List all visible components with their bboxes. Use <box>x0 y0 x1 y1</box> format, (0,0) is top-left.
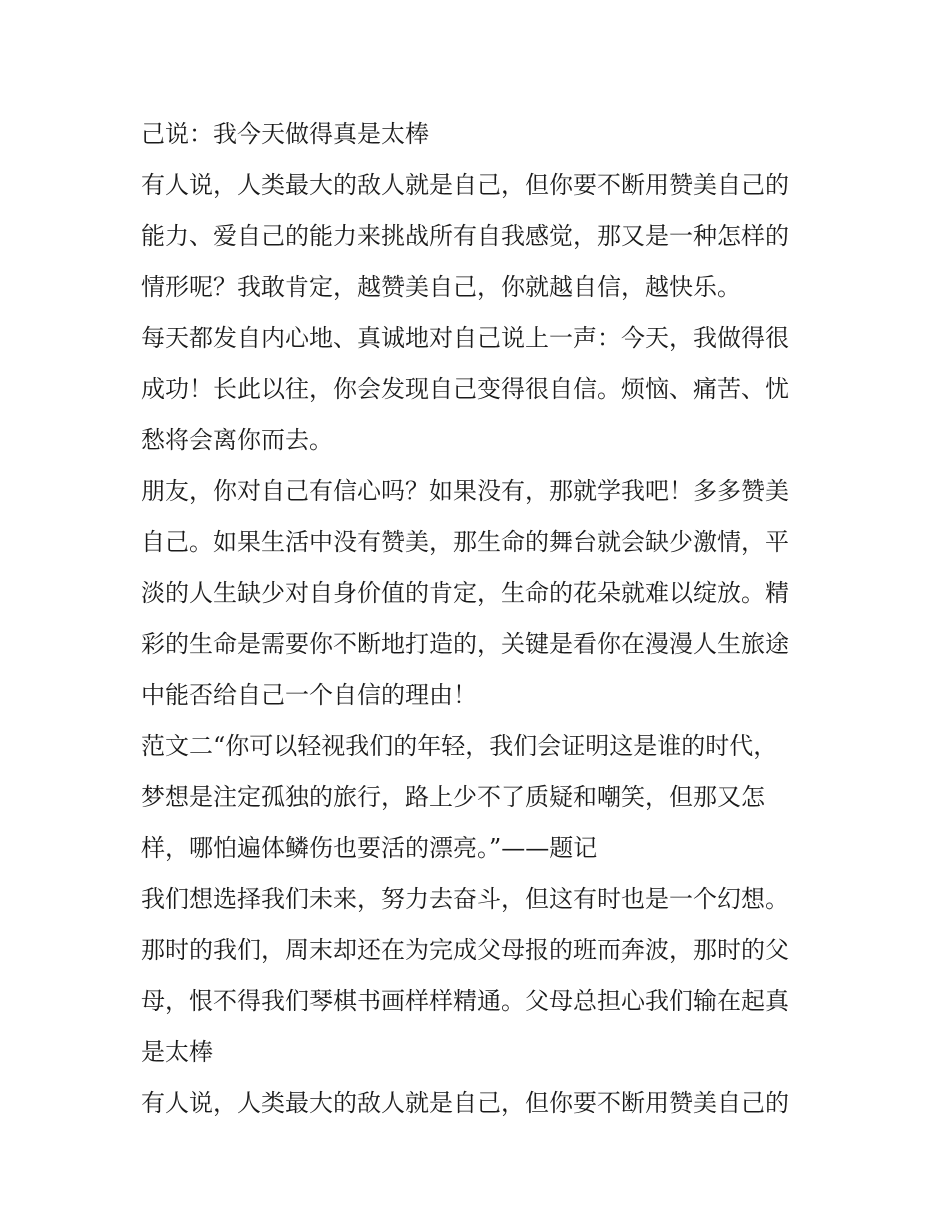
text-line: 己说：我今天做得真是太棒 <box>141 120 429 148</box>
text-line: 淡的人生缺少对自身价值的肯定，生命的花朵就难以绽放。精 <box>141 579 789 607</box>
text-line: 成功！长此以往，你会发现自己变得很自信。烦恼、痛苦、忧 <box>141 375 789 403</box>
text-line: 有人说，人类最大的敌人就是自己，但你要不断用赞美自己的 <box>141 1089 789 1117</box>
text-line: 梦想是注定孤独的旅行，路上少不了质疑和嘲笑，但那又怎 <box>141 783 765 811</box>
text-line: 母，恨不得我们琴棋书画样样精通。父母总担心我们输在起真 <box>141 987 789 1015</box>
text-line: 朋友，你对自己有信心吗？如果没有，那就学我吧！多多赞美 <box>141 477 789 505</box>
text-line: 有人说，人类最大的敌人就是自己，但你要不断用赞美自己的 <box>141 171 789 199</box>
text-line: 是太棒 <box>141 1038 213 1066</box>
text-line: 范文二“你可以轻视我们的年轻，我们会证明这是谁的时代， <box>141 732 778 760</box>
text-line: 彩的生命是需要你不断地打造的，关键是看你在漫漫人生旅途 <box>141 630 789 658</box>
text-line: 情形呢？我敢肯定，越赞美自己，你就越自信，越快乐。 <box>141 273 741 301</box>
document-body <box>141 109 821 1129</box>
text-line: 中能否给自己一个自信的理由！ <box>141 681 477 709</box>
text-line: 每天都发自内心地、真诚地对自己说上一声：今天，我做得很 <box>141 324 789 352</box>
text-line: 自己。如果生活中没有赞美，那生命的舞台就会缺少激情，平 <box>141 528 789 556</box>
text-line: 愁将会离你而去。 <box>141 426 333 454</box>
text-line: 样，哪怕遍体鳞伤也要活的漂亮。”——题记 <box>141 834 598 862</box>
text-line: 能力、爱自己的能力来挑战所有自我感觉，那又是一种怎样的 <box>141 222 789 250</box>
text-line: 那时的我们，周末却还在为完成父母报的班而奔波，那时的父 <box>141 936 789 964</box>
text-line: 我们想选择我们未来，努力去奋斗，但这有时也是一个幻想。 <box>141 885 789 913</box>
